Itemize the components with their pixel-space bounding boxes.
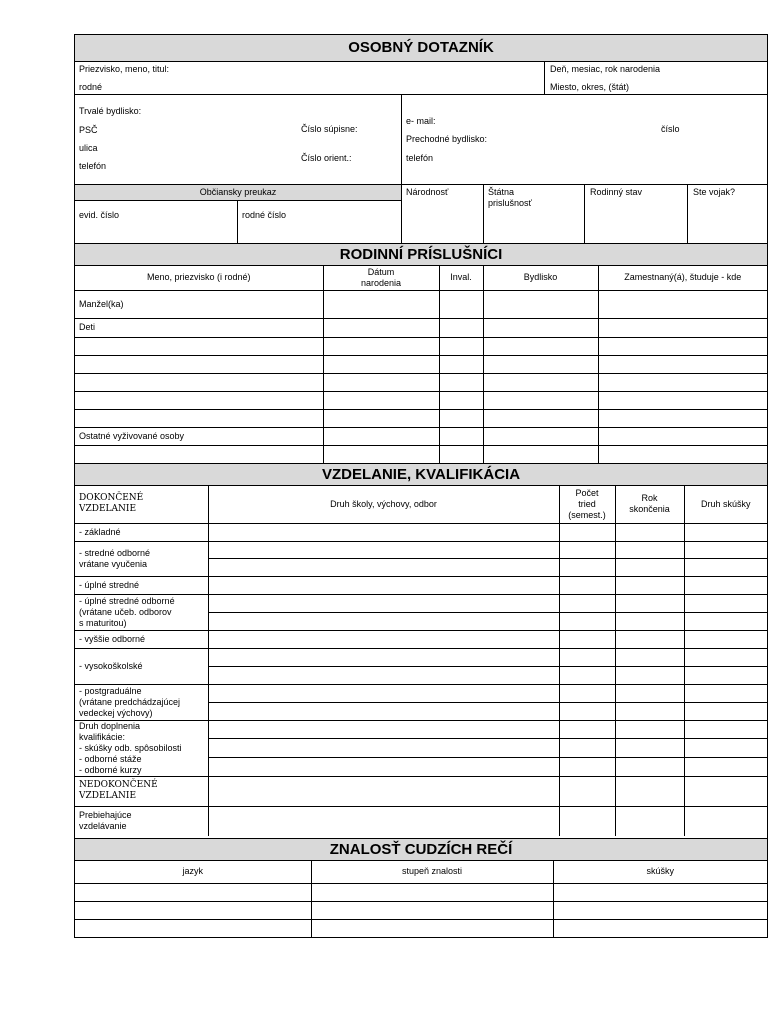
marital-box[interactable] bbox=[585, 185, 688, 243]
education-col-exam: Druh skúšky bbox=[684, 486, 767, 523]
languages-title: ZNALOSŤ CUDZÍCH REČÍ bbox=[75, 839, 767, 861]
table-row[interactable] bbox=[75, 445, 767, 463]
table-row[interactable] bbox=[75, 684, 767, 702]
birth-place-label: Miesto, okres, (štát) bbox=[550, 82, 630, 92]
education-col-classes: Počet tried (semest.) bbox=[559, 486, 615, 523]
family-row-label: Deti bbox=[75, 318, 323, 337]
table-row[interactable] bbox=[75, 806, 767, 836]
education-header-row bbox=[75, 486, 767, 523]
edu-prebiehajuce: Prebiehajúce vzdelávanie bbox=[75, 806, 208, 836]
family-col-inval: Inval. bbox=[439, 266, 483, 290]
phone2-label: telefón bbox=[406, 153, 434, 163]
family-section bbox=[74, 243, 768, 464]
temp-label: Prechodné bydlisko: bbox=[406, 134, 488, 144]
table-row[interactable] bbox=[75, 919, 767, 937]
table-row[interactable] bbox=[75, 776, 767, 806]
table-row[interactable] bbox=[75, 594, 767, 612]
maiden-label: rodné bbox=[79, 82, 103, 92]
nationality-box[interactable] bbox=[402, 185, 484, 243]
table-row[interactable] bbox=[75, 523, 767, 541]
table-row[interactable] bbox=[75, 720, 767, 739]
id-card-label: Občiansky preukaz bbox=[199, 187, 277, 197]
education-title: VZDELANIE, KVALIFIKÁCIA bbox=[75, 464, 767, 486]
edu-uplne: - úplné stredné bbox=[75, 576, 208, 594]
lang-col-exam: skúšky bbox=[553, 861, 767, 883]
table-row[interactable] bbox=[75, 427, 767, 445]
family-table bbox=[75, 266, 767, 463]
id-card-header bbox=[75, 185, 402, 201]
edu-stredne: - stredné odborné vrátane vyučenia bbox=[75, 541, 208, 576]
name-label: Priezvisko, meno, titul: bbox=[79, 64, 170, 74]
family-title: RODINNÍ PRÍSLUŠNÍCI bbox=[75, 244, 767, 266]
orient-label: Číslo orient.: bbox=[301, 153, 352, 163]
table-row[interactable] bbox=[75, 391, 767, 409]
languages-table bbox=[75, 861, 767, 937]
education-col-completed: DOKONČENÉ VZDELANIE bbox=[75, 486, 208, 523]
table-row[interactable] bbox=[75, 648, 767, 666]
table-row[interactable] bbox=[75, 337, 767, 355]
ulica-label: ulica bbox=[79, 143, 98, 153]
cislo-label: číslo bbox=[661, 124, 680, 134]
temp-address-box[interactable] bbox=[402, 95, 767, 185]
table-row[interactable] bbox=[75, 373, 767, 391]
lang-col-language: jazyk bbox=[75, 861, 311, 883]
edu-doplnenie: Druh doplnenia kvalifikácie: - skúšky odb. spôsobilosti - odborné stáže - odborné kurzy bbox=[75, 720, 208, 776]
table-row[interactable] bbox=[75, 630, 767, 648]
permanent-label: Trvalé bydlisko: bbox=[79, 106, 142, 116]
education-section bbox=[74, 463, 768, 839]
table-row[interactable] bbox=[75, 409, 767, 427]
birth-date-label: Deň, mesiac, rok narodenia bbox=[550, 64, 661, 74]
education-table bbox=[75, 486, 767, 836]
table-row[interactable] bbox=[75, 576, 767, 594]
edu-post: - postgraduálne (vrátane predchádzajúcej vedeckej výchovy) bbox=[75, 684, 208, 720]
rc-label: rodné číslo bbox=[242, 210, 287, 220]
family-row-label: Ostatné vyživované osoby bbox=[75, 427, 323, 445]
edu-vs: - vysokoškolské bbox=[75, 648, 208, 684]
family-col-address: Bydlisko bbox=[483, 266, 598, 290]
nationality-label: Národnosť bbox=[406, 187, 449, 197]
phone-label: telefón bbox=[79, 161, 107, 171]
family-col-date: Dátum narodenia bbox=[323, 266, 439, 290]
table-row[interactable] bbox=[75, 883, 767, 901]
evid-box[interactable] bbox=[75, 201, 238, 243]
psc-label: PSČ bbox=[79, 125, 98, 135]
edu-nedokoncene: NEDOKONČENÉ VZDELANIE bbox=[75, 776, 208, 806]
evid-label: evid. číslo bbox=[79, 210, 120, 220]
form-title: OSOBNÝ DOTAZNÍK bbox=[75, 35, 767, 62]
languages-header-row bbox=[75, 861, 767, 883]
supisne-label: Číslo súpisne: bbox=[301, 124, 358, 134]
permanent-address-box[interactable] bbox=[75, 95, 402, 185]
citizenship-box[interactable] bbox=[484, 185, 585, 243]
soldier-box[interactable] bbox=[688, 185, 767, 243]
citizenship-label: Štátna prislušnosť bbox=[488, 187, 532, 208]
rc-box[interactable] bbox=[238, 201, 402, 243]
edu-vyssie: - vyššie odborné bbox=[75, 630, 208, 648]
edu-zakladne: - základné bbox=[75, 523, 208, 541]
education-col-school: Druh školy, výchovy, odbor bbox=[208, 486, 559, 523]
table-row[interactable] bbox=[75, 541, 767, 558]
table-row[interactable] bbox=[75, 901, 767, 919]
soldier-label: Ste vojak? bbox=[693, 187, 736, 197]
marital-label: Rodinný stav bbox=[590, 187, 643, 197]
birth-box[interactable] bbox=[545, 62, 767, 95]
education-col-year: Rok skončenia bbox=[615, 486, 684, 523]
name-box[interactable] bbox=[75, 62, 545, 95]
personal-section bbox=[74, 34, 768, 244]
table-row[interactable] bbox=[75, 290, 767, 318]
family-row-label: Manžel(ka) bbox=[75, 290, 323, 318]
family-col-work: Zamestnaný(á), študuje - kde bbox=[598, 266, 767, 290]
edu-uplne-odborne: - úplné stredné odborné (vrátane učeb. odborov s maturitou) bbox=[75, 594, 208, 630]
family-col-name: Meno, priezvisko (i rodné) bbox=[75, 266, 323, 290]
table-row[interactable] bbox=[75, 318, 767, 337]
table-row[interactable] bbox=[75, 355, 767, 373]
family-header-row bbox=[75, 266, 767, 290]
languages-section bbox=[74, 838, 768, 938]
lang-col-level: stupeň znalosti bbox=[311, 861, 553, 883]
email-label: e- mail: bbox=[406, 116, 436, 126]
